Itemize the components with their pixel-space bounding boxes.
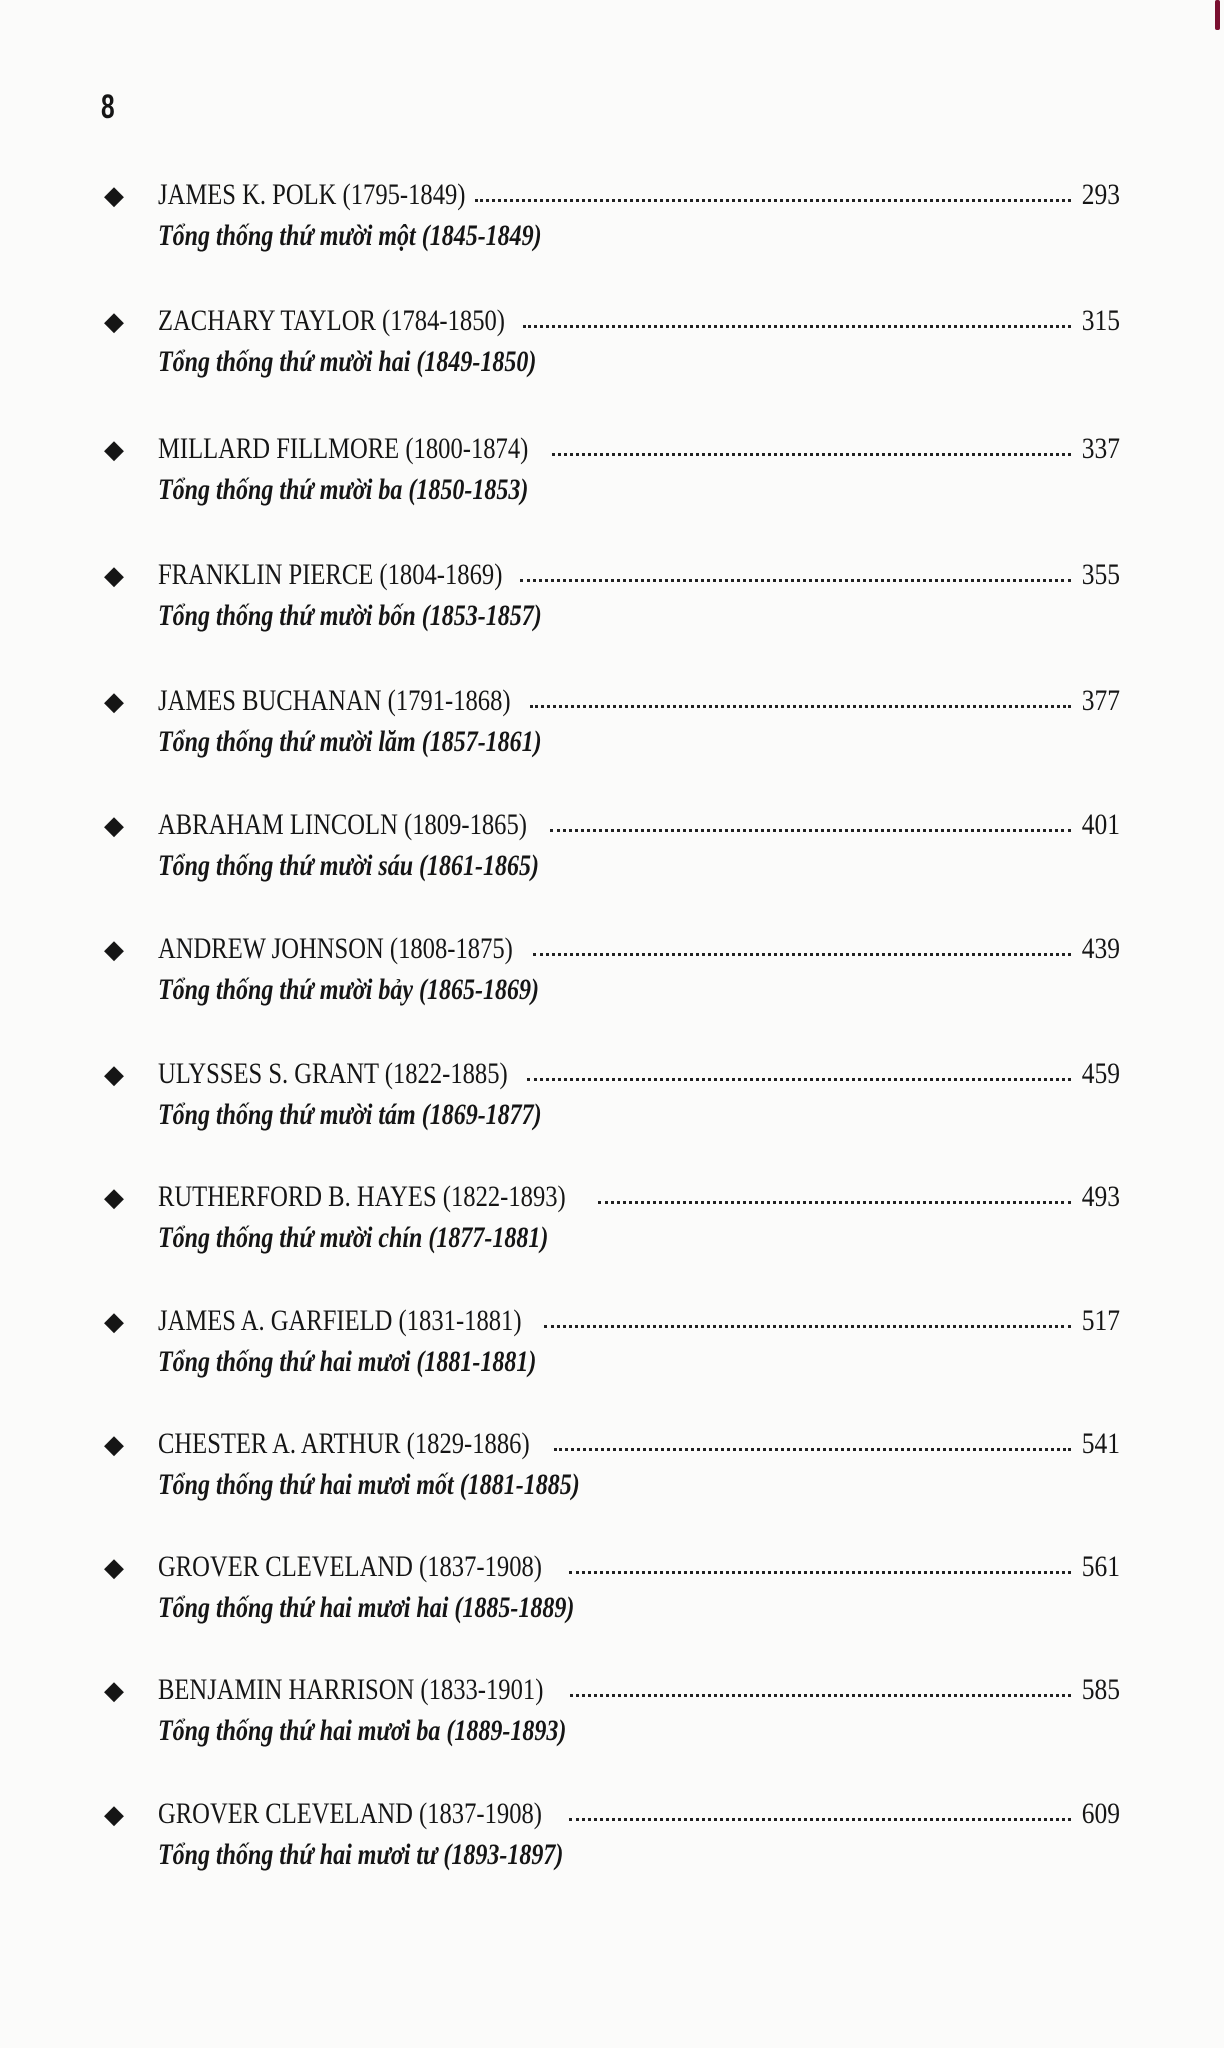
toc-entry-name: JAMES BUCHANAN (1791-1868) (158, 684, 511, 717)
toc-entry-name: ANDREW JOHNSON (1808-1875) (158, 932, 513, 965)
toc-entry-title-line (158, 932, 1120, 966)
toc-entry-subtitle: Tổng thống thứ mười bốn (1853-1857) (158, 599, 542, 632)
toc-entry-subtitle: Tổng thống thứ hai mươi tư (1893-1897) (158, 1838, 564, 1871)
toc-entry-page: 541 (1081, 1427, 1120, 1460)
diamond-bullet-icon: ◆ (104, 561, 124, 590)
toc-entry-name: JAMES A. GARFIELD (1831-1881) (158, 1304, 522, 1337)
toc-entry-subtitle: Tổng thống thứ mười chín (1877-1881) (158, 1221, 549, 1254)
toc-entry-page: 377 (1081, 684, 1120, 717)
toc-entry-subtitle: Tổng thống thứ mười tám (1869-1877) (158, 1098, 542, 1131)
dot-leader (533, 952, 1071, 956)
dot-leader (520, 578, 1071, 582)
dot-leader (527, 1077, 1071, 1081)
dot-leader (569, 1570, 1071, 1574)
page-edge-mark (1215, 0, 1220, 30)
toc-entry-subtitle: Tổng thống thứ mười ba (1850-1853) (158, 473, 529, 506)
toc-entry[interactable] (104, 808, 1120, 918)
toc-entry-page: 337 (1081, 432, 1120, 465)
dot-leader (598, 1200, 1071, 1204)
dot-leader (475, 198, 1071, 202)
diamond-bullet-icon: ◆ (104, 181, 124, 210)
toc-entry-name: FRANKLIN PIERCE (1804-1869) (158, 558, 503, 591)
toc-entry-page: 493 (1081, 1180, 1120, 1213)
diamond-bullet-icon: ◆ (104, 1060, 124, 1089)
dot-leader (544, 1324, 1071, 1328)
toc-entry-title-line (158, 178, 1120, 212)
toc-entry-subtitle: Tổng thống thứ hai mươi hai (1885-1889) (158, 1591, 575, 1624)
diamond-bullet-icon: ◆ (104, 307, 124, 336)
toc-entry-subtitle: Tổng thống thứ mười bảy (1865-1869) (158, 973, 539, 1006)
toc-entry-name: CHESTER A. ARTHUR (1829-1886) (158, 1427, 530, 1460)
toc-entry-name: JAMES K. POLK (1795-1849) (158, 178, 466, 211)
toc-entry-subtitle: Tổng thống thứ mười sáu (1861-1865) (158, 849, 540, 882)
toc-entry-name: BENJAMIN HARRISON (1833-1901) (158, 1673, 544, 1706)
toc-entry[interactable] (104, 304, 1120, 414)
diamond-bullet-icon: ◆ (104, 1183, 124, 1212)
toc-entry-name: ULYSSES S. GRANT (1822-1885) (158, 1057, 508, 1090)
toc-entry[interactable] (104, 1797, 1120, 1907)
toc-entry-subtitle: Tổng thống thứ hai mươi ba (1889-1893) (158, 1714, 567, 1747)
toc-entry-title-line (158, 558, 1120, 592)
toc-entry[interactable] (104, 1057, 1120, 1167)
diamond-bullet-icon: ◆ (104, 1307, 124, 1336)
diamond-bullet-icon: ◆ (104, 1800, 124, 1829)
diamond-bullet-icon: ◆ (104, 687, 124, 716)
toc-entry-title-line (158, 808, 1120, 842)
toc-entry-subtitle: Tổng thống thứ mười một (1845-1849) (158, 219, 542, 252)
toc-entry-title-line (158, 432, 1120, 466)
toc-entry[interactable] (104, 932, 1120, 1042)
toc-entry-page: 459 (1081, 1057, 1120, 1090)
toc-entry-page: 355 (1081, 558, 1120, 591)
toc-entry[interactable] (104, 558, 1120, 668)
toc-entry-page: 585 (1081, 1673, 1120, 1706)
dot-leader (523, 324, 1071, 328)
toc-entry-title-line (158, 1673, 1120, 1707)
toc-entry[interactable] (104, 1550, 1120, 1660)
dot-leader (530, 704, 1071, 708)
diamond-bullet-icon: ◆ (104, 935, 124, 964)
toc-entry[interactable] (104, 684, 1120, 794)
dot-leader (554, 1447, 1072, 1451)
toc-entry-name: ZACHARY TAYLOR (1784-1850) (158, 304, 506, 337)
toc-entry-subtitle: Tổng thống thứ hai mươi (1881-1881) (158, 1345, 537, 1378)
dot-leader (569, 1817, 1071, 1821)
dot-leader (552, 452, 1071, 456)
toc-entry-subtitle: Tổng thống thứ mười hai (1849-1850) (158, 345, 537, 378)
toc-entry-title-line (158, 1057, 1120, 1091)
toc-entry-title-line (158, 1427, 1120, 1461)
toc-entry-name: RUTHERFORD B. HAYES (1822-1893) (158, 1180, 566, 1213)
toc-entry-title-line (158, 1550, 1120, 1584)
diamond-bullet-icon: ◆ (104, 1676, 124, 1705)
toc-entry-page: 517 (1081, 1304, 1120, 1337)
toc-entry-name: GROVER CLEVELAND (1837-1908) (158, 1797, 542, 1830)
toc-entry-subtitle: Tổng thống thứ mười lăm (1857-1861) (158, 725, 542, 758)
toc-entry[interactable] (104, 1180, 1120, 1290)
diamond-bullet-icon: ◆ (104, 1553, 124, 1582)
toc-entry-subtitle: Tổng thống thứ hai mươi mốt (1881-1885) (158, 1468, 580, 1501)
page-number: 8 (101, 88, 115, 126)
toc-entry-title-line (158, 684, 1120, 718)
toc-entry-name: ABRAHAM LINCOLN (1809-1865) (158, 808, 527, 841)
dot-leader (570, 1693, 1071, 1697)
toc-entry[interactable] (104, 1304, 1120, 1414)
diamond-bullet-icon: ◆ (104, 435, 124, 464)
toc-entry-name: MILLARD FILLMORE (1800-1874) (158, 432, 529, 465)
toc-entry[interactable] (104, 1673, 1120, 1783)
toc-entry-page: 401 (1081, 808, 1120, 841)
toc-entry-title-line (158, 1797, 1120, 1831)
toc-entry-name: GROVER CLEVELAND (1837-1908) (158, 1550, 542, 1583)
toc-entry-title-line (158, 1304, 1120, 1338)
toc-entry-title-line (158, 304, 1120, 338)
toc-entry-title-line (158, 1180, 1120, 1214)
toc-entry-page: 609 (1081, 1797, 1120, 1830)
toc-entry-page: 439 (1081, 932, 1120, 965)
toc-entry-page: 561 (1081, 1550, 1120, 1583)
toc-entry[interactable] (104, 178, 1120, 288)
dot-leader (550, 828, 1071, 832)
toc-entry-page: 293 (1081, 178, 1120, 211)
toc-entry[interactable] (104, 1427, 1120, 1537)
diamond-bullet-icon: ◆ (104, 811, 124, 840)
diamond-bullet-icon: ◆ (104, 1430, 124, 1459)
toc-entry[interactable] (104, 432, 1120, 542)
toc-entry-page: 315 (1081, 304, 1120, 337)
